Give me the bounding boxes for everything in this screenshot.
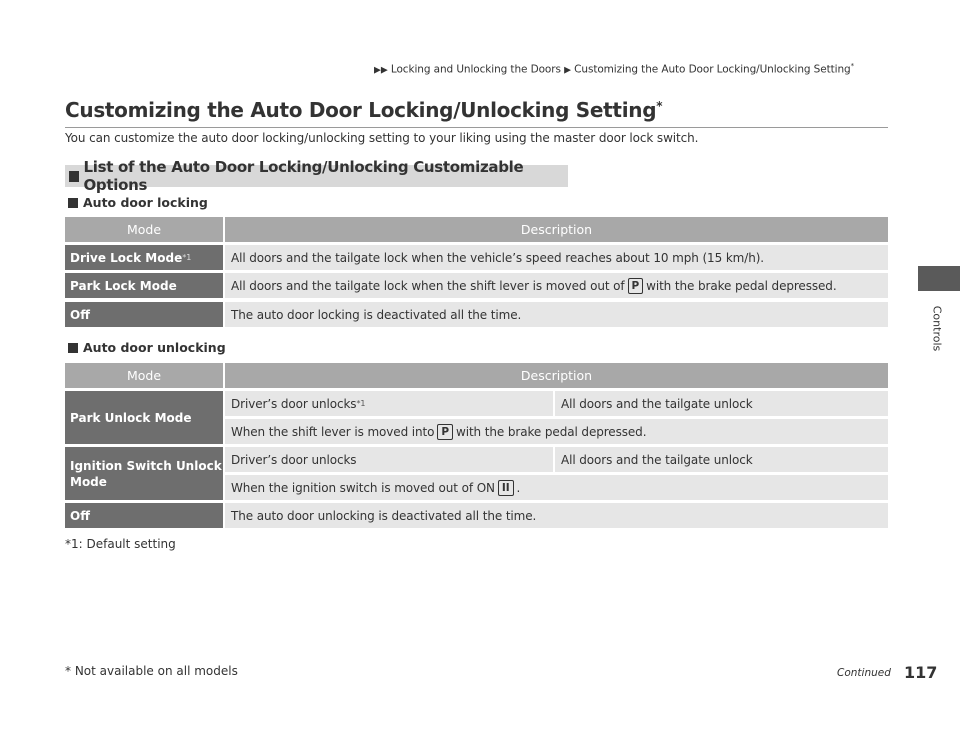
square-bullet-icon [69,171,79,182]
unlocking-col-mode: Mode [65,363,223,388]
section-heading [65,158,568,194]
double-arrow-icon: ▶▶ [374,65,388,76]
mode-park-unlock: Park Unlock Mode [65,391,223,444]
desc-park-lock-a: All doors and the tailgate lock when the shift lever is moved out of [231,278,625,293]
ignition-unlock-condition-b: . [516,480,521,495]
default-mark: *1 [182,252,192,262]
desc-off-unlock: The auto door unlocking is deactivated all the time. [225,503,888,528]
square-bullet-icon [68,343,78,353]
breadcrumb-asterisk: * [850,62,854,70]
title-asterisk: * [656,99,663,113]
park-unlock-condition-a: When the shift lever is moved into [231,424,435,439]
park-unlock-condition [225,419,888,444]
park-unlock-option-driver-text: Driver’s door unlocks [231,396,357,411]
desc-drive-lock: All doors and the tailgate lock when the vehicle’s speed reaches about 10 mph (15 km/h). [225,245,888,270]
park-key-icon: P [437,424,453,440]
mode-drive-lock [65,245,223,270]
default-mark: *1 [356,399,366,408]
arrow-icon: ▶ [564,65,571,76]
ignition-unlock-option-driver: Driver’s door unlocks [225,447,553,472]
park-unlock-option-driver [225,391,553,416]
chapter-label: Controls [930,305,944,352]
mode-park-lock: Park Lock Mode [65,273,223,298]
breadcrumb [374,62,934,76]
desc-off-lock: The auto door locking is deactivated all the time. [225,302,888,327]
desc-park-lock-b: with the brake pedal depressed. [646,278,837,293]
ignition-position-icon: II [498,480,514,496]
square-bullet-icon [68,198,78,208]
locking-col-description: Description [225,217,888,242]
park-unlock-option-all: All doors and the tailgate unlock [555,391,888,416]
page-title-text: Customizing the Auto Door Locking/Unlocking Setting [65,98,657,122]
mode-off-lock: Off [65,302,223,327]
mode-off-unlock: Off [65,503,223,528]
section-heading-text: List of the Auto Door Locking/Unlocking Customizable Options [83,158,524,194]
chapter-tab[interactable] [918,266,960,291]
locking-col-mode: Mode [65,217,223,242]
ignition-unlock-condition-a: When the ignition switch is moved out of ON [231,480,495,495]
breadcrumb-item-locking[interactable]: Locking and Unlocking the Doors [390,63,561,76]
breadcrumb-item-customizing[interactable]: Customizing the Auto Door Locking/Unlocking Setting [574,63,851,76]
park-unlock-condition-b: with the brake pedal depressed. [456,424,647,439]
unlocking-heading-text: Auto door unlocking [83,340,226,355]
ignition-unlock-option-all: All doors and the tailgate unlock [555,447,888,472]
title-divider [65,127,888,128]
footnote-default-setting: *1: Default setting [65,537,176,551]
continued-label: Continued [837,667,891,679]
desc-park-lock [225,273,888,298]
locking-heading-text: Auto door locking [83,195,208,210]
intro-text: You can customize the auto door locking/unlocking setting to your liking using the master door lock switch. [65,131,699,145]
unlocking-heading [68,340,226,355]
park-key-icon: P [628,278,644,294]
availability-note: * Not available on all models [65,664,238,678]
ignition-unlock-condition [225,475,888,500]
unlocking-col-description: Description [225,363,888,388]
mode-drive-lock-label: Drive Lock Mode [70,250,183,265]
mode-ignition-unlock: Ignition Switch Unlock Mode [65,447,223,500]
page-title [65,98,662,122]
page-number: 117 [904,663,938,682]
locking-heading [68,195,208,210]
